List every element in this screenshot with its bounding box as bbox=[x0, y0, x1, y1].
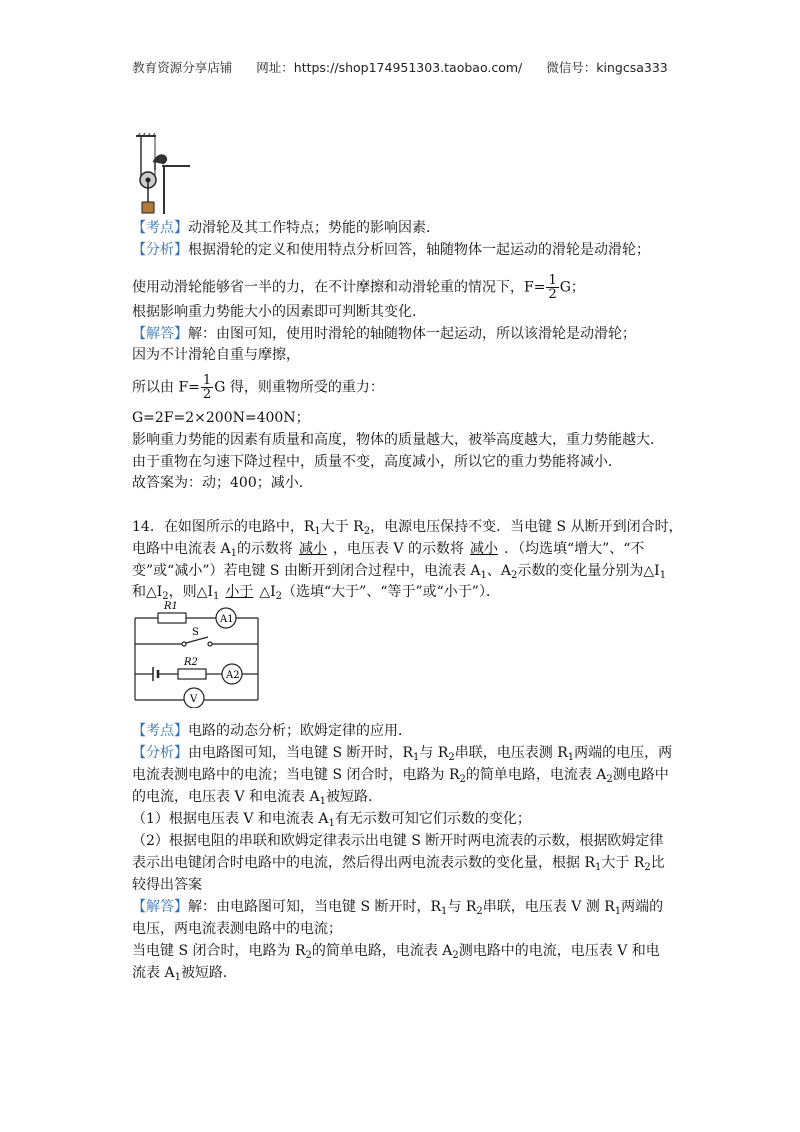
q14-line-4: 和$\triangle I_2$，则$\triangle I_1$ 小于 $\triangle I_2$（选填“大于”、“等于”或“小于”）． bbox=[132, 584, 500, 602]
q13-jieda-5: 影响重力势能的因素有质量和高度，物体的质量越大，被举高度越大，重力势能越大． bbox=[132, 432, 664, 448]
q14-jieda-4: 流表 $A_1$被短路． bbox=[132, 965, 237, 983]
q14-jieda-3: 当电键 S 闭合时，电路为 $R_2$的简单电路，电流表 $A_2$测电路中的电流，电压表 V 和电 bbox=[132, 943, 660, 961]
q14-fenxi-5: （2）根据电阻的串联和欧姆定律表示出电键 S 断开时两电流表的示数，根据欧姆定律 bbox=[132, 833, 664, 849]
shop-url: 网址：https://shop174951303.taobao.com/ bbox=[256, 60, 523, 75]
label-a2: A2 bbox=[226, 670, 240, 681]
q13-jieda-6: 由于重物在匀速下降过程中，质量不变，高度减小，所以它的重力势能将减小． bbox=[132, 454, 622, 470]
fraction-half: $\frac{1}{2}$ bbox=[548, 273, 557, 302]
pulley-figure bbox=[134, 132, 194, 216]
page-header bbox=[0, 58, 800, 76]
q14-jieda-2: 电压，两电流表测电路中的电流； bbox=[132, 921, 342, 937]
circuit-diagram bbox=[130, 598, 270, 708]
q14-line-2: 电路中电流表 $A_1$的示数将 减小 ，电压表 V 的示数将 减小 ．（均选填“增大”、“不 bbox=[132, 541, 645, 559]
q14-fenxi-4: （1）根据电压表 V 和电流表 $A_1$有无示数可知它们示数的变化； bbox=[132, 811, 531, 829]
q13-jieda-3: 所以由 F= $\frac{1}{2}$ G 得，则重物所受的重力： bbox=[132, 373, 384, 402]
q14-fenxi-1: 【分析】由电路图可知，当电键 S 断开时，$R_1$与 $R_2$串联，电压表测 $R_1$两端的电压，两 bbox=[132, 745, 673, 763]
label-r2: R2 bbox=[184, 657, 198, 668]
q14-fenxi-2: 电流表测电路中的电流；当电键 S 闭合时，电路为 $R_2$的简单电路，电流表 $A_2$测电路中 bbox=[132, 767, 669, 785]
q13-fenxi-1: 【分析】根据滑轮的定义和使用特点分析回答，轴随物体一起运动的滑轮是动滑轮； bbox=[132, 242, 650, 258]
label-s: S bbox=[192, 627, 199, 638]
q13-fenxi-3: 根据影响重力势能大小的因素即可判断其变化． bbox=[132, 304, 426, 320]
q14-line-1: 14．在如图所示的电路中，$R_1$大于 $R_2$，电源电压保持不变．当电键 S 从断开到闭合时， bbox=[132, 519, 683, 537]
fraction-half: $\frac{1}{2}$ bbox=[202, 373, 212, 402]
q14-fenxi-6: 表示出电键闭合时电路中的电流，然后得出两电流表示数的变化量，根据 $R_1$大于 $R_2$比 bbox=[132, 855, 665, 873]
q14-jieda-1: 【解答】解：由电路图可知，当电键 S 断开时，$R_1$与 $R_2$串联，电压表 V 测 $R_1$两端的 bbox=[132, 899, 664, 917]
label-v: V bbox=[190, 694, 198, 705]
q13-fenxi-2: 使用动滑轮能够省一半的力，在不计摩擦和动滑轮重的情况下，F= $\frac{1}{2}$ G； bbox=[132, 273, 585, 302]
q14-line-3: 变”或“减小”）若电键 S 由断开到闭合过程中，电流表 $A_1$、$A_2$示数的变化量分别为$\triangle I_1$ bbox=[132, 563, 667, 581]
answer-blank-2: 减小 bbox=[469, 541, 498, 557]
wechat-id: 微信号：kingcsa333 bbox=[546, 60, 668, 75]
shop-name: 教育资源分享店铺 bbox=[132, 60, 233, 75]
answer-blank-1: 减小 bbox=[298, 541, 327, 557]
label-a1: A1 bbox=[220, 614, 234, 625]
q13-jieda-2: 因为不计滑轮自重与摩擦， bbox=[132, 347, 300, 363]
q13-jieda-7: 故答案为：动；400；减小． bbox=[132, 475, 313, 491]
q13-jieda-1: 【解答】解：由图可知，使用时滑轮的轴随物体一起运动，所以该滑轮是动滑轮； bbox=[132, 326, 636, 342]
q14-fenxi-3: 的电流，电压表 V 和电流表 $A_1$被短路． bbox=[132, 789, 382, 807]
q14-fenxi-7: 较得出答案 bbox=[132, 877, 202, 893]
q13-kaodian: 【考点】动滑轮及其工作特点；势能的影响因素． bbox=[132, 220, 440, 236]
q13-jieda-4: G=2F=2×200N=400N； bbox=[132, 410, 310, 426]
label-r1: R1 bbox=[164, 601, 178, 612]
answer-blank-3: 小于 bbox=[225, 584, 254, 600]
q14-kaodian: 【考点】电路的动态分析；欧姆定律的应用． bbox=[132, 723, 412, 739]
